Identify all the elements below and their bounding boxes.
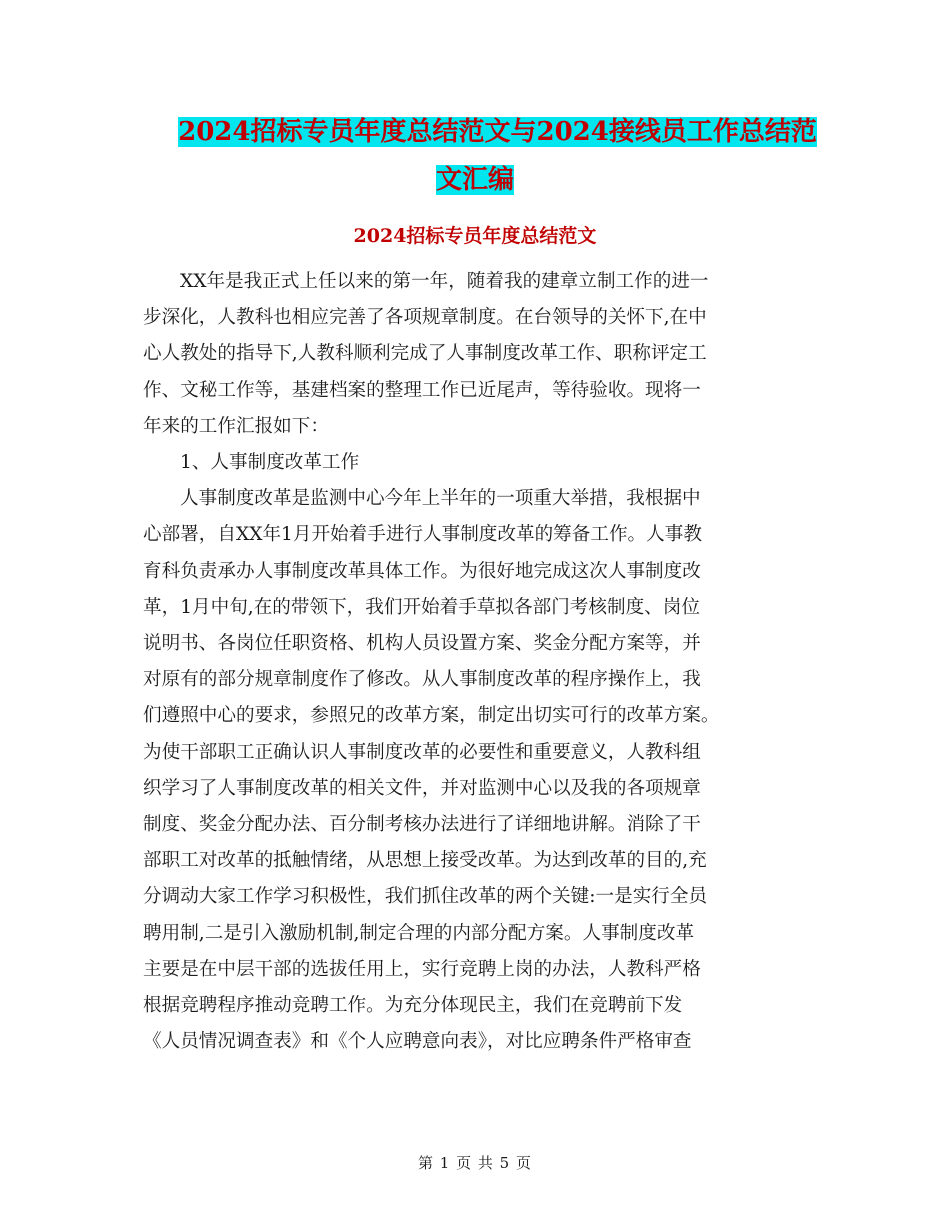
text-line: 步深化，人教科也相应完善了各项规章制度。在台领导的关怀下,在中 <box>143 307 707 329</box>
text-line: 说明书、各岗位任职资格、机构人员设置方案、奖金分配方案等，并 <box>143 633 701 655</box>
text-line: 主要是在中层干部的选拔任用上，实行竞聘上岗的办法，人教科严格 <box>143 958 701 980</box>
section-heading: 1、人事制度改革工作 <box>180 452 360 474</box>
text-line: 根据竞聘程序推动竞聘工作。为充分体现民主，我们在竞聘前下发 <box>143 995 683 1017</box>
text-line: 部职工对改革的抵触情绪，从思想上接受改革。为达到改革的目的,充 <box>143 850 707 872</box>
text-line: 分调动大家工作学习积极性，我们抓住改革的两个关键:一是实行全员 <box>143 886 708 908</box>
text-line: 革，1月中旬,在的带领下，我们开始着手草拟各部门考核制度、岗位 <box>143 596 700 618</box>
text-line: 对原有的部分规章制度作了修改。从人事制度改革的程序操作上，我 <box>143 669 701 691</box>
text-line: 制度、奖金分配办法、百分制考核办法进行了详细地讲解。消除了干 <box>143 814 701 836</box>
text-line: 《人员情况调查表》和《个人应聘意向表》，对比应聘条件严格审查 <box>143 1031 692 1053</box>
text-line: 心部署，自XX年1月开始着手进行人事制度改革的筹备工作。人事教 <box>143 524 702 546</box>
text-line: 人事制度改革是监测中心今年上半年的一项重大举措，我根据中 <box>180 488 701 510</box>
text-line: 聘用制,二是引入激励机制,制定合理的内部分配方案。人事制度改革 <box>143 922 695 944</box>
text-line: 为使干部职工正确认识人事制度改革的必要性和重要意义，人教科组 <box>143 741 701 763</box>
text-line: 织学习了人事制度改革的相关文件，并对监测中心以及我的各项规章 <box>143 777 701 799</box>
body-text <box>143 264 811 1060</box>
title-line-1: 2024招标专员年度总结范文与2024接线员工作总结范 <box>178 117 817 147</box>
text-line: 作、文秘工作等，基建档案的整理工作已近尾声，等待验收。现将一 <box>143 379 701 401</box>
text-line: 心人教处的指导下,人教科顺利完成了人事制度改革工作、职称评定工 <box>143 343 707 365</box>
page-footer: 第 1 页 共 5 页 <box>418 1154 532 1172</box>
text-line: 们遵照中心的要求，参照兄的改革方案，制定出切实可行的改革方案。 <box>143 705 720 727</box>
text-line: 年来的工作汇报如下： <box>143 415 329 437</box>
document-title <box>0 108 950 204</box>
text-line: XX年是我正式上任以来的第一年，随着我的建章立制工作的进一 <box>180 271 709 292</box>
title-line-2: 文汇编 <box>435 165 514 195</box>
text-line: 育科负责承办人事制度改革具体工作。为很好地完成这次人事制度改 <box>143 560 701 582</box>
section-title: 2024招标专员年度总结范文 <box>353 225 597 247</box>
